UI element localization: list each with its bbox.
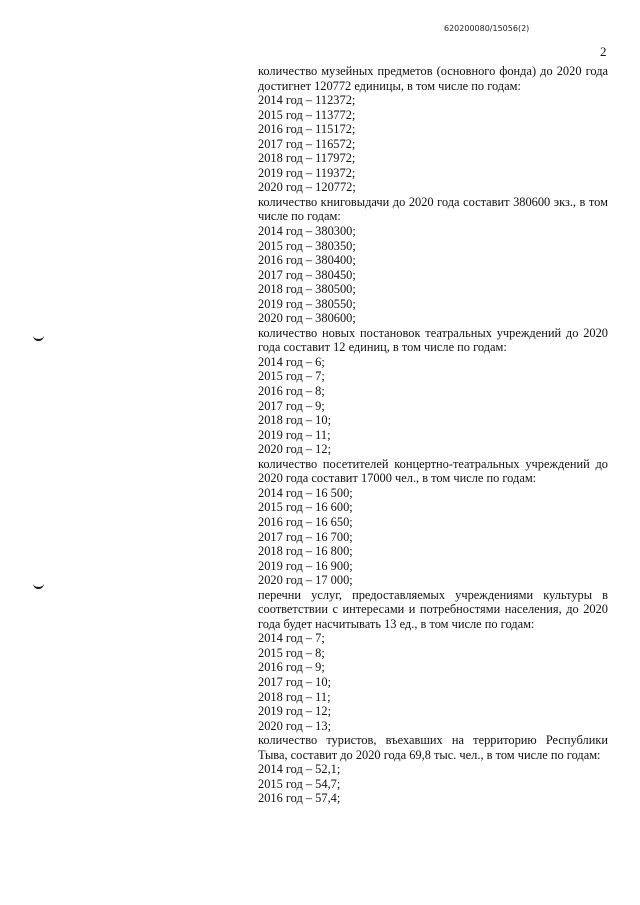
year-value-line: 2015 год – 7;: [258, 369, 325, 384]
year-value-line: 2014 год – 52,1;: [258, 762, 341, 777]
year-value-line: 2014 год – 380300;: [258, 224, 356, 239]
paragraph: количество туристов, въехавших на территорию Республики Тыва, составит до 2020 года 69,8 тыс. чел., в том числе по годам:: [258, 733, 608, 762]
year-value-line: 2020 год – 380600;: [258, 311, 356, 326]
year-value-line: 2020 год – 17 000;: [258, 573, 353, 588]
year-value-line: 2016 год – 8;: [258, 384, 325, 399]
year-value-line: 2018 год – 380500;: [258, 282, 356, 297]
year-value-line: 2020 год – 12;: [258, 442, 332, 457]
year-value-line: 2019 год – 11;: [258, 427, 331, 442]
paragraph: количество новых постановок театральных учреждений до 2020 года составит 12 единиц, в том числе по годам:: [258, 325, 608, 355]
year-value-line: 2014 год – 112372;: [258, 93, 356, 108]
year-value-line: 2016 год – 380400;: [258, 253, 356, 268]
year-value-line: 2019 год – 12;: [258, 704, 332, 719]
year-value-line: 2015 год – 380350;: [258, 238, 356, 253]
year-value-line: 2017 год – 380450;: [258, 267, 356, 282]
year-value-line: 2018 год – 117972;: [258, 151, 356, 166]
scan-mark: [33, 582, 44, 589]
year-value-line: 2019 год – 16 900;: [258, 558, 353, 573]
year-value-line: 2015 год – 8;: [258, 645, 325, 660]
year-value-line: 2016 год – 9;: [258, 660, 325, 675]
document-id: 620200080/15056(2): [444, 24, 530, 33]
year-value-line: 2014 год – 16 500;: [258, 485, 353, 500]
year-value-line: 2014 год – 7;: [258, 631, 325, 646]
year-value-line: 2016 год – 57,4;: [258, 791, 341, 806]
year-value-line: 2018 год – 16 800;: [258, 544, 353, 559]
year-value-line: 2017 год – 9;: [258, 398, 325, 413]
paragraph: количество посетителей концертно-театральных учреждений до 2020 года составит 17000 чел., в том числе по годам:: [258, 456, 608, 486]
year-value-line: 2015 год – 113772;: [258, 107, 356, 122]
year-value-line: 2014 год – 6;: [258, 354, 325, 369]
year-value-line: 2020 год – 13;: [258, 718, 332, 733]
year-value-line: 2019 год – 380550;: [258, 296, 356, 311]
paragraph: количество музейных предметов (основного фонда) до 2020 года достигнет 120772 единицы, в том числе по годам:: [258, 64, 608, 93]
paragraph: количество книговыдачи до 2020 года составит 380600 экз., в том числе по годам:: [258, 194, 608, 224]
page-number: 2: [600, 44, 607, 59]
year-value-line: 2015 год – 16 600;: [258, 500, 353, 515]
scan-mark: [33, 334, 44, 341]
year-value-line: 2016 год – 115172;: [258, 122, 356, 137]
year-value-line: 2017 год – 10;: [258, 674, 332, 689]
year-value-line: 2015 год – 54,7;: [258, 776, 341, 791]
year-value-line: 2018 год – 10;: [258, 413, 332, 428]
paragraph: перечни услуг, предоставляемых учреждениями культуры в соответствии с интересами и потребностями населения, до 2020 года будет насчитывать 13 ед., в том числе по годам:: [258, 587, 608, 631]
year-value-line: 2018 год – 11;: [258, 689, 331, 704]
year-value-line: 2017 год – 16 700;: [258, 529, 353, 544]
document-body: [258, 64, 608, 806]
year-value-line: 2016 год – 16 650;: [258, 514, 353, 529]
year-value-line: 2020 год – 120772;: [258, 180, 356, 195]
year-value-line: 2019 год – 119372;: [258, 165, 356, 180]
year-value-line: 2017 год – 116572;: [258, 136, 356, 151]
